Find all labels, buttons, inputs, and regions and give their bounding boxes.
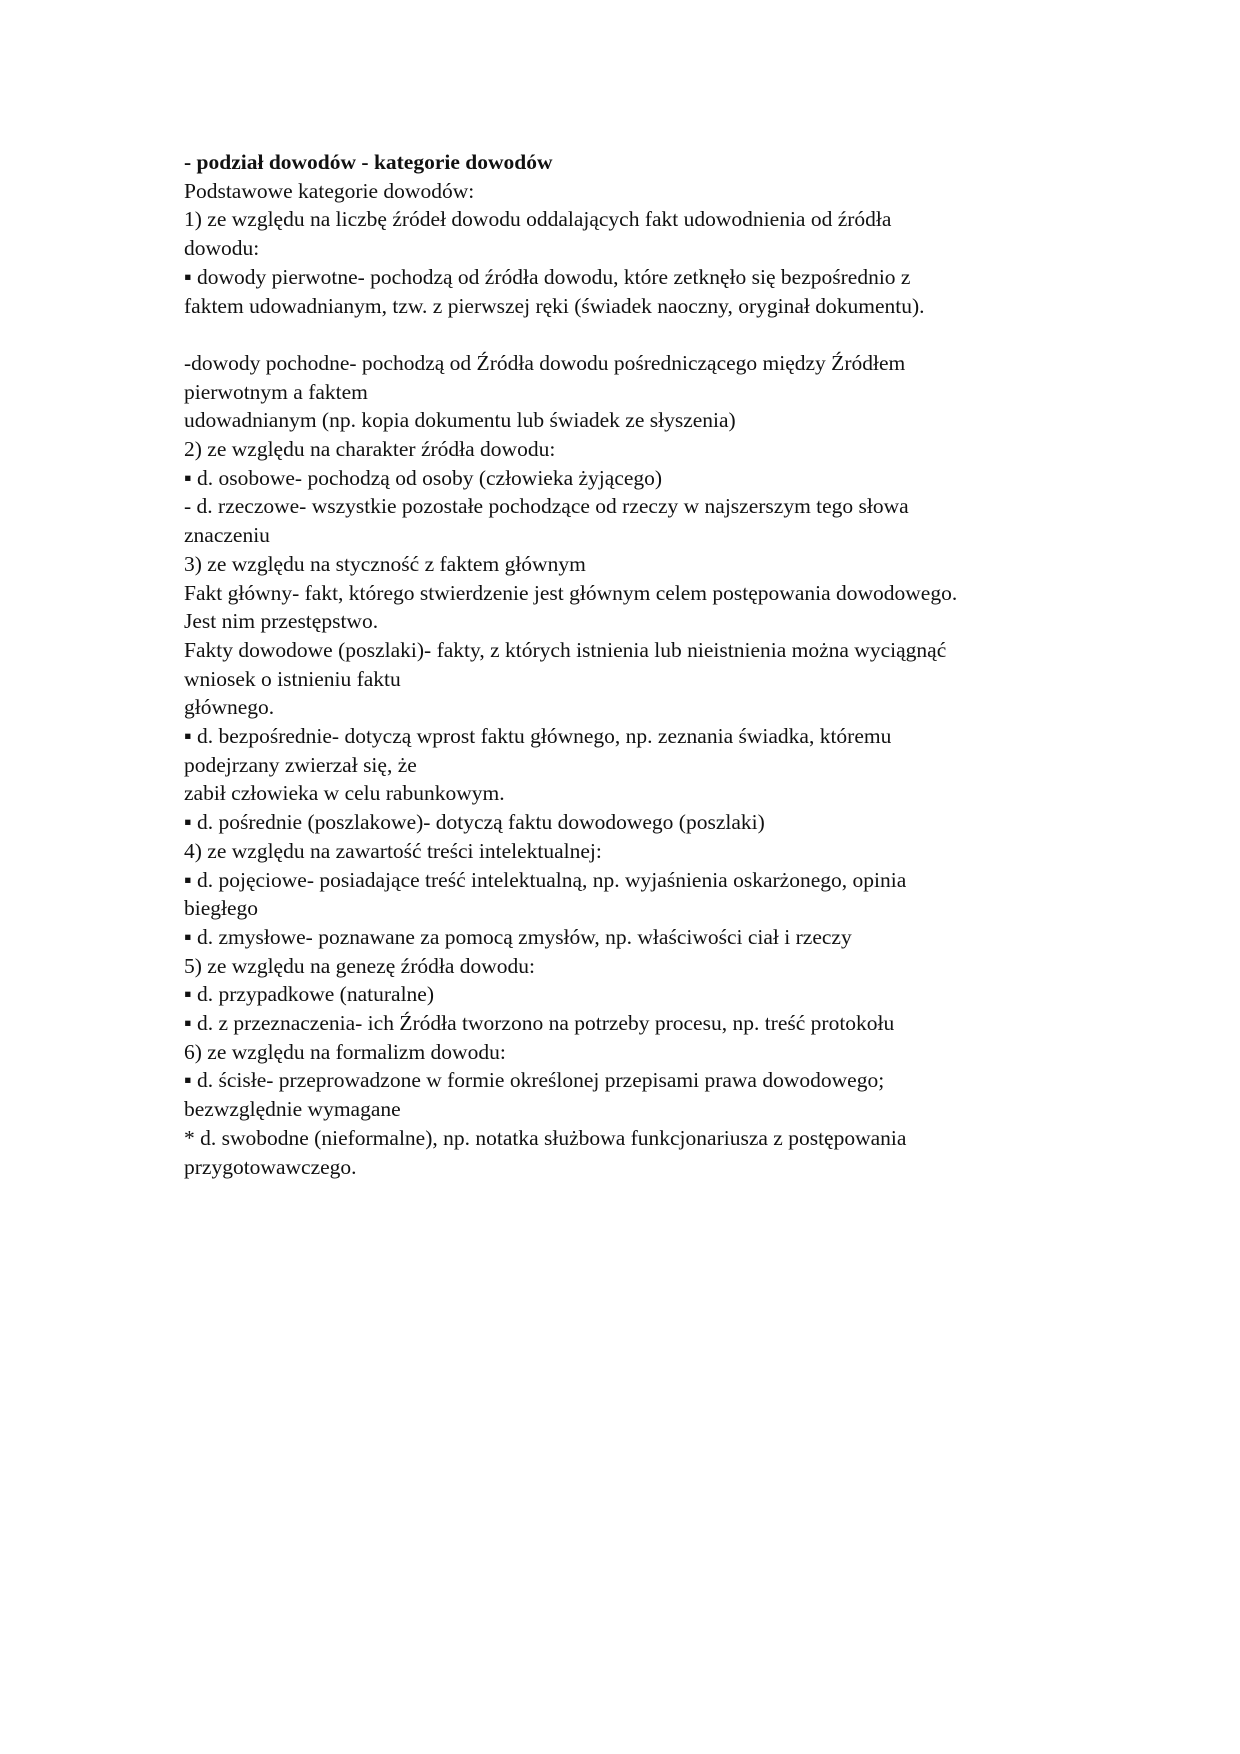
text-line: znaczeniu: [184, 523, 270, 548]
text-line: ▪ dowody pierwotne- pochodzą od źródła dowodu, które zetknęło się bezpośrednio z: [184, 264, 911, 289]
text-line: 4) ze względu na zawartość treści intelektualnej:: [184, 838, 602, 863]
text-line: ▪ d. osobowe- pochodzą od osoby (człowieka żyjącego): [184, 465, 663, 490]
text-line: wniosek o istnieniu faktu: [184, 666, 401, 691]
text-line: 3) ze względu na styczność z faktem głównym: [184, 551, 586, 576]
text-line: 1) ze względu na liczbę źródeł dowodu oddalających fakt udowodnienia od źródła: [184, 207, 892, 232]
text-line: Jest nim przestępstwo.: [184, 609, 379, 634]
text-line: Fakt główny- fakt, którego stwierdzenie jest głównym celem postępowania dowodowego.: [184, 580, 958, 605]
text-line: podejrzany zwierzał się, że: [184, 752, 417, 777]
text-line: Fakty dowodowe (poszlaki)- fakty, z których istnienia lub nieistnienia można wyciągnąć: [184, 637, 947, 662]
text-line: ▪ d. ścisłe- przeprowadzone w formie określonej przepisami prawa dowodowego;: [184, 1068, 885, 1093]
text-line: - d. rzeczowe- wszystkie pozostałe pochodzące od rzeczy w najszerszym tego słowa: [184, 494, 909, 519]
text-line: pierwotnym a faktem: [184, 379, 368, 404]
text-line: Podstawowe kategorie dowodów:: [184, 178, 475, 203]
text-line: dowodu:: [184, 236, 260, 261]
text-line: ▪ d. pojęciowe- posiadające treść intelektualną, np. wyjaśnienia oskarżonego, opinia: [184, 867, 907, 892]
document-body: [184, 148, 1084, 1181]
text-line: 5) ze względu na genezę źródła dowodu:: [184, 953, 536, 978]
text-line: bezwzględnie wymagane: [184, 1097, 401, 1122]
text-line: ▪ d. przypadkowe (naturalne): [184, 982, 434, 1007]
text-line: głównego.: [184, 695, 275, 720]
text-line: ▪ d. zmysłowe- poznawane za pomocą zmysłów, np. właściwości ciał i rzeczy: [184, 924, 852, 949]
text-line: ▪ d. z przeznaczenia- ich Źródła tworzono na potrzeby procesu, np. treść protokołu: [184, 1011, 895, 1036]
text-line: ▪ d. bezpośrednie- dotyczą wprost faktu głównego, np. zeznania świadka, któremu: [184, 724, 892, 749]
text-line: ▪ d. pośrednie (poszlakowe)- dotyczą faktu dowodowego (poszlaki): [184, 810, 765, 835]
text-line: 6) ze względu na formalizm dowodu:: [184, 1039, 506, 1064]
text-line: przygotowawczego.: [184, 1154, 357, 1179]
text-line: faktem udowadnianym, tzw. z pierwszej ręki (świadek naoczny, oryginał dokumentu).: [184, 293, 925, 318]
text-line: 2) ze względu na charakter źródła dowodu:: [184, 437, 556, 462]
blank-line: [184, 320, 1084, 349]
text-line: * d. swobodne (nieformalne), np. notatka służbowa funkcjonariusza z postępowania: [184, 1125, 907, 1150]
document-heading: - podział dowodów - kategorie dowodów: [184, 150, 553, 174]
text-line: udowadnianym (np. kopia dokumentu lub świadek ze słyszenia): [184, 408, 736, 433]
text-line: biegłego: [184, 896, 259, 921]
text-line: zabił człowieka w celu rabunkowym.: [184, 781, 505, 806]
text-line: -dowody pochodne- pochodzą od Źródła dowodu pośredniczącego między Źródłem: [184, 350, 906, 375]
